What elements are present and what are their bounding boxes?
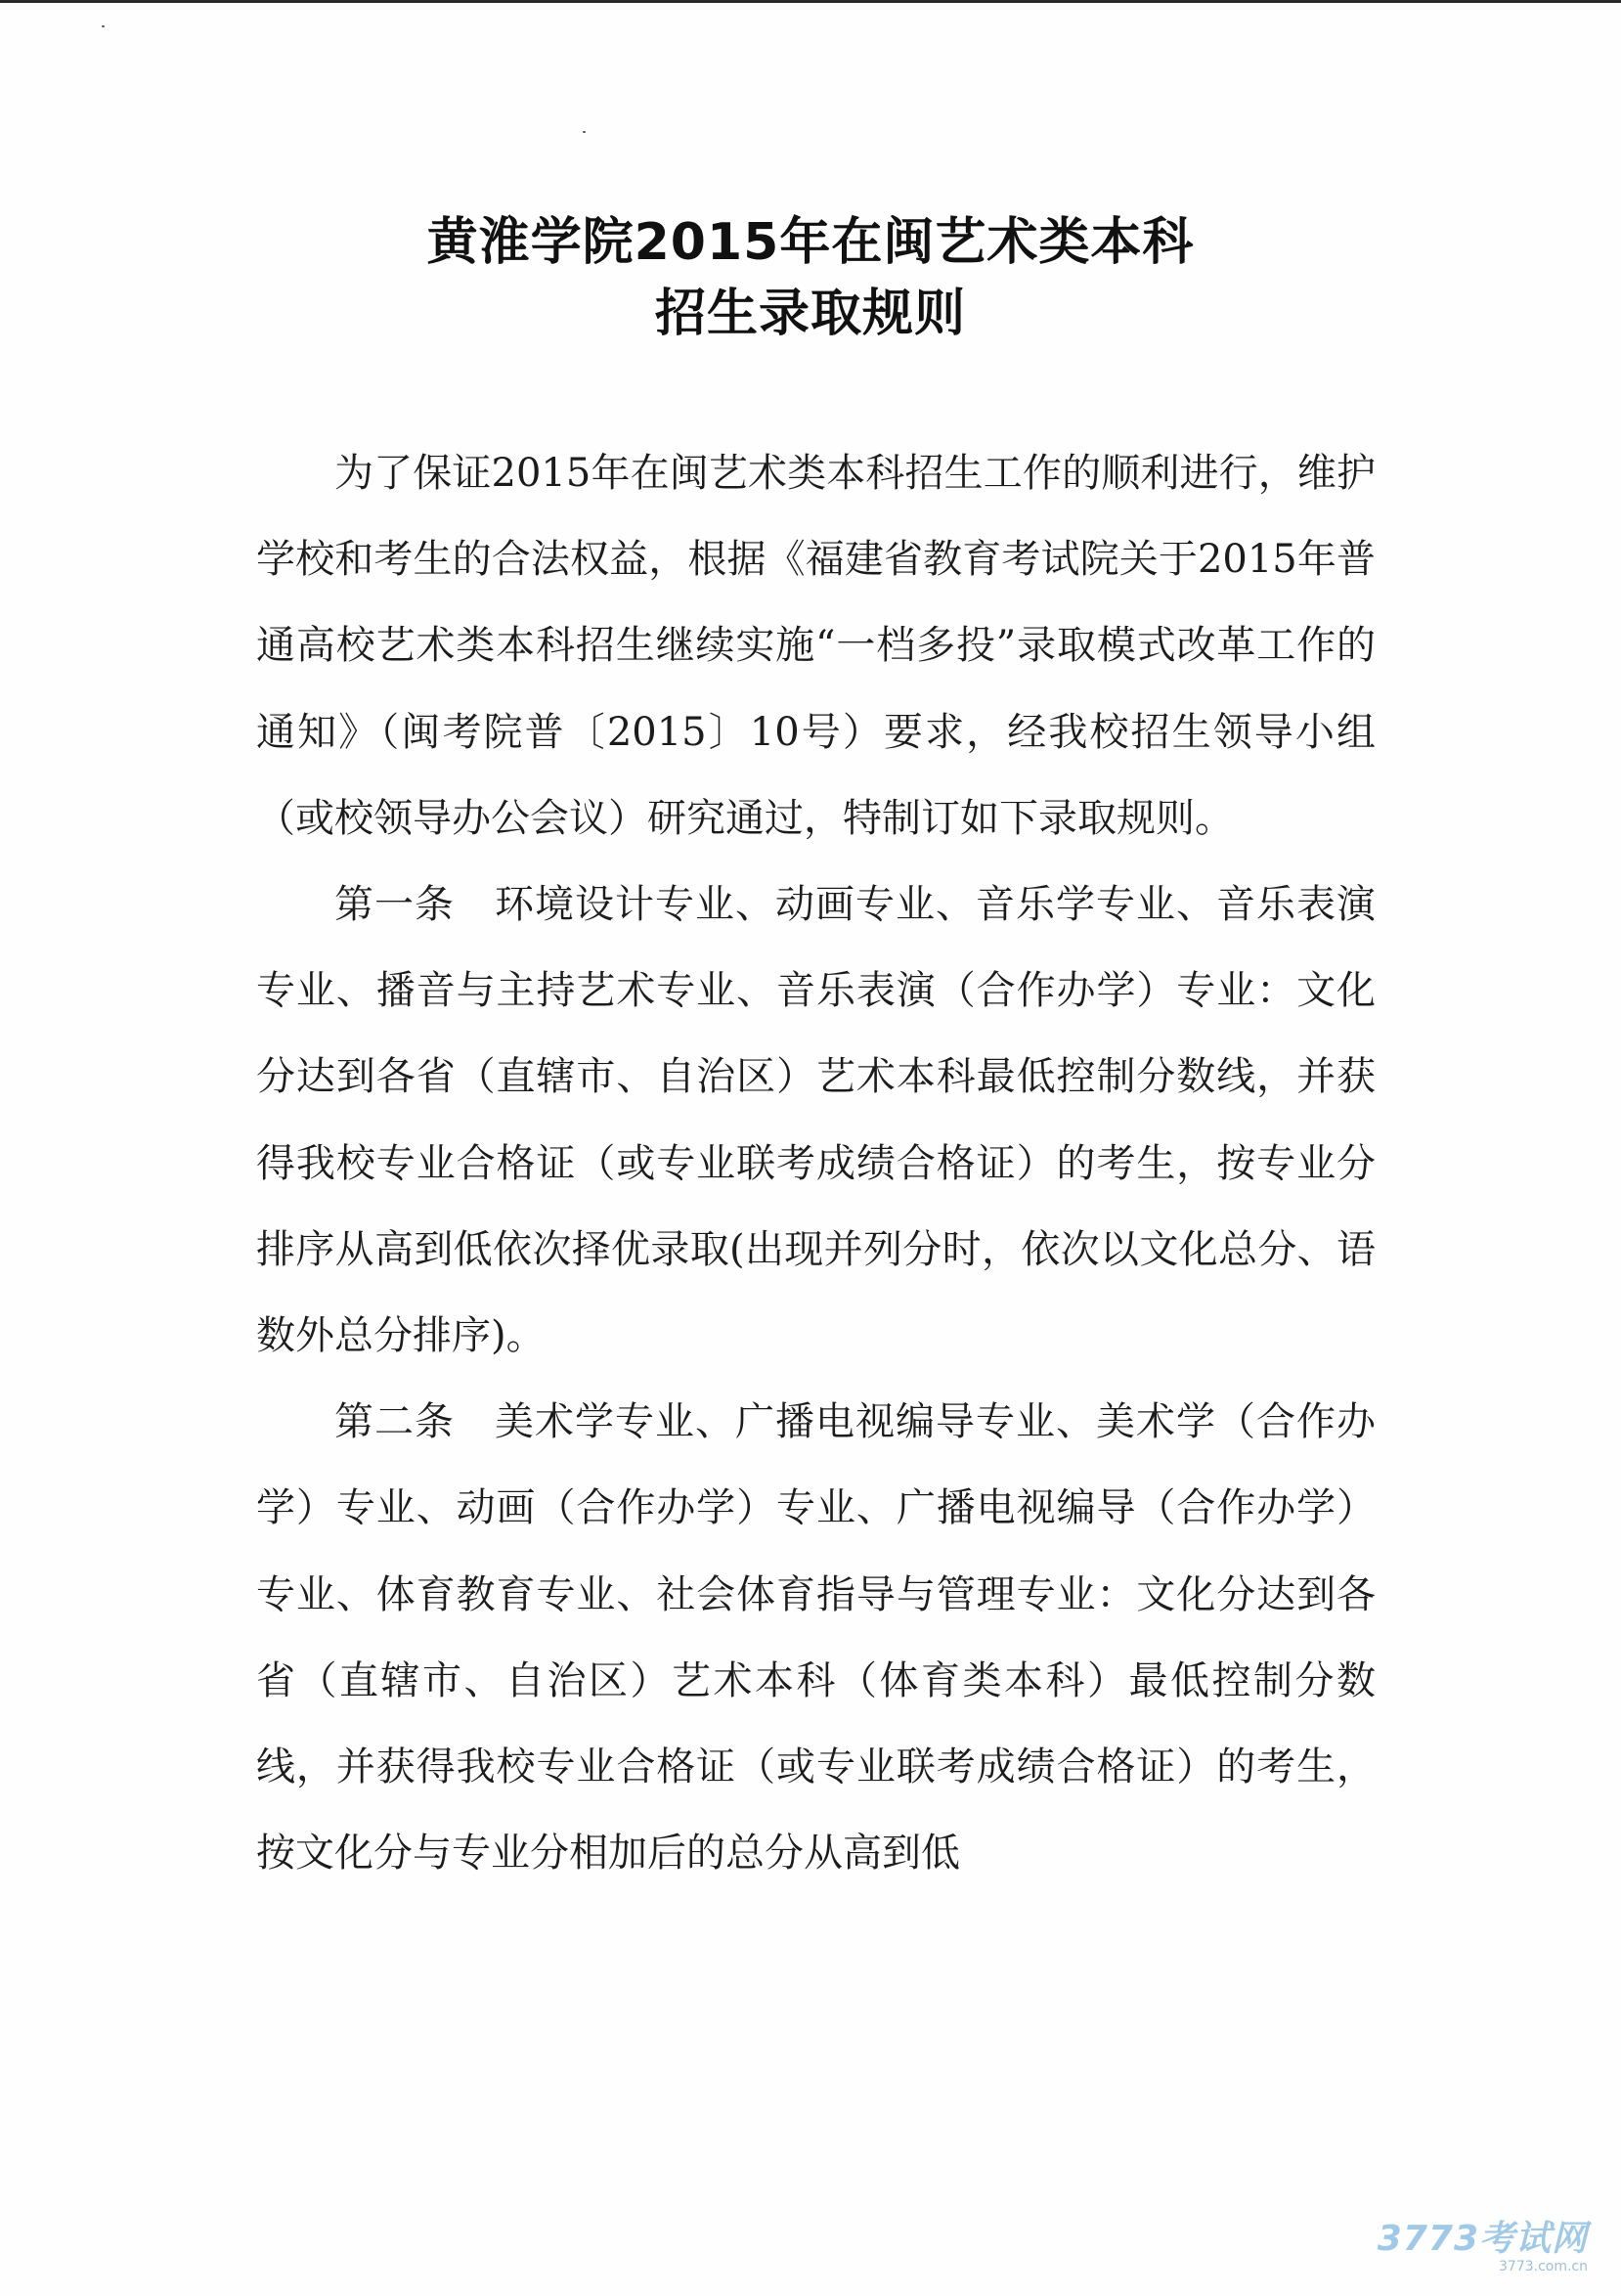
watermark-url: 3773.com.cn [1499, 2259, 1588, 2274]
watermark-logo-text: 3773考试网 [1377, 2219, 1588, 2259]
document-title-line-1: 黄淮学院2015年在闽艺术类本科 [426, 213, 1195, 272]
document-title-line-2: 招生录取规则 [654, 285, 966, 343]
scan-speck [102, 25, 105, 27]
paragraph-preamble: 为了保证2015年在闽艺术类本科招生工作的顺利进行，维护学校和考生的合法权益，根据《福建省教育考试院关于2015年普通高校艺术类本科招生继续实施“一档多投”录取模式改革工作的通知》（闽考院普〔2015〕10号）要求，经我校招生领导小组（或校领导办公会议）研究通过，特制订如下录取规则。 [256, 451, 1376, 841]
paragraph-article-1: 第一条 环境设计专业、动画专业、音乐学专业、音乐表演专业、播音与主持艺术专业、音乐表演（合作办学）专业：文化分达到各省（直辖市、自治区）艺术本科最低控制分数线，并获得我校专业合格证（或专业联考成绩合格证）的考生，按专业分排序从高到低依次择优录取(出现并列分时，依次以文化总分、语数外总分排序)。 [256, 882, 1376, 1359]
scan-top-edge [0, 0, 1621, 3]
site-watermark [1378, 2220, 1588, 2274]
scan-speck [583, 131, 586, 133]
paragraph-article-2: 第二条 美术学专业、广播电视编导专业、美术学（合作办学）专业、动画（合作办学）专业、广播电视编导（合作办学）专业、体育教育专业、社会体育指导与管理专业：文化分达到各省（直辖市、自治区）艺术本科（体育类本科）最低控制分数线，并获得我校专业合格证（或专业联考成绩合格证）的考生，按文化分与专业分相加后的总分从高到低 [256, 1399, 1376, 1877]
document-body [256, 430, 1376, 1896]
